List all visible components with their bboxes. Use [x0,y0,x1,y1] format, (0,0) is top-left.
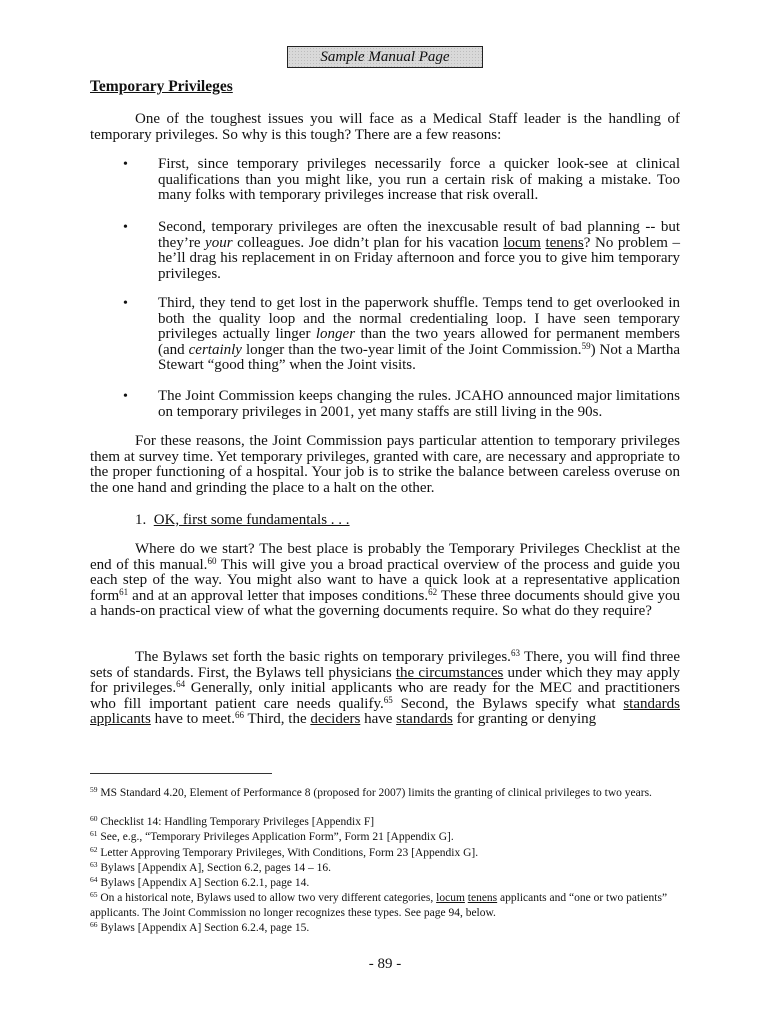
bullet-2-text: Second, temporary privileges are often the inexcusable result of bad planning -- but they’re your colleagues. Joe didn’t plan for his vacation locum tenens? No problem – he’ll drag his replacement in on Friday afternoon and force you to give him temporary privileges. [158,219,680,282]
footnote-61: $^{61}$ See, e.g., “Temporary Privileges Application Form”, Form 21 [Appendix G]. [90,829,454,843]
subsection-heading: 1. OK, first some fundamentals . . . [135,512,350,528]
footnote-59: $^{59}$ MS Standard 4.20, Element of Performance 8 (proposed for 2007) limits the granting of clinical privileges to two years. [90,785,652,799]
footnote-separator [90,773,272,774]
page-number: - 89 - [368,956,402,972]
bullet-4-text: The Joint Commission keeps changing the rules. JCAHO announced major limitations on temporary privileges in 2001, yet many staffs are still living in the 90s. [158,388,680,420]
footnote-60: $^{60}$ Checklist 14: Handling Temporary Privileges [Appendix F] [90,814,375,828]
bullet-3-text: Third, they tend to get lost in the paperwork shuffle. Temps tend to get overlooked in both the quality loop and the normal credentialing loop. I have seen temporary privileges actually linger longer than the two years allowed for permanent members (and certainly longer than the two-year limit of the Joint Commission.$^{59}$) Not a Martha Stewart “good thing” when the Joint visits. [158,295,680,374]
footnote-63: $^{63}$ Bylaws [Appendix A], Section 6.2, pages 14 – 16. [90,860,331,874]
intro-paragraph: One of the toughest issues you will face as a Medical Staff leader is the handling of temporary privileges. So why is this tough? There are a few reasons: [90,111,680,143]
footnote-66: $^{66}$ Bylaws [Appendix A] Section 6.2.4, page 15. [90,920,310,934]
paragraph-3: Where do we start? The best place is probably the Temporary Privileges Checklist at the end of this manual.$^{60}$ This will give you a broad practical overview of the process and guide you each step of the way. You might also want to have a quick look at a representative application form$^{61}$ and at an approval letter that imposes conditions.$^{62}$ These three documents should give you a hands-on practical view of what the governing documents require. So what do they require? [90,541,680,620]
section-title: Temporary Privileges [90,78,233,95]
footnote-62: $^{62}$ Letter Approving Temporary Privileges, With Conditions, Form 23 [Appendix G]. [90,845,479,859]
bullet-icon: • [123,157,128,172]
bullet-1-text: First, since temporary privileges necessarily force a quicker look-see at clinical qualifications than you might like, you run a certain risk of making a mistake. Too many folks with temporary privileges increase that risk overall. [158,156,680,204]
bullet-icon: • [123,220,128,235]
footnote-64: $^{64}$ Bylaws [Appendix A] Section 6.2.1, page 14. [90,875,310,889]
footnote-65: $^{65}$ On a historical note, Bylaws used to allow two very different categories, locum tenens applicants and “one or two patients” applicants. The Joint Commission no longer recognizes these types. See page 94, below. [90,890,668,919]
bullet-icon: • [123,389,128,404]
bullet-icon: • [123,296,128,311]
sample-manual-page-header: Sample Manual Page [287,46,483,68]
paragraph-4: The Bylaws set forth the basic rights on temporary privileges.$^{63}$ There, you will find three sets of standards. First, the Bylaws tell physicians the circumstances under which they may apply for privileges.$^{64}$ Generally, only initial applicants who are ready for the MEC and practitioners who fill important patient care needs qualify.$^{65}$ Second, the Bylaws specify what standards applicants have to meet.$^{66}$ Third, the deciders have standards for granting or denying [90,648,681,728]
paragraph-2: For these reasons, the Joint Commission pays particular attention to temporary privileges them at survey time. Yet temporary privileges, granted with care, are necessary and appropriate to the proper functioning of a hospital. Your job is to strike the balance between careless overuse on the one hand and grinding the place to a halt on the other. [90,433,680,496]
